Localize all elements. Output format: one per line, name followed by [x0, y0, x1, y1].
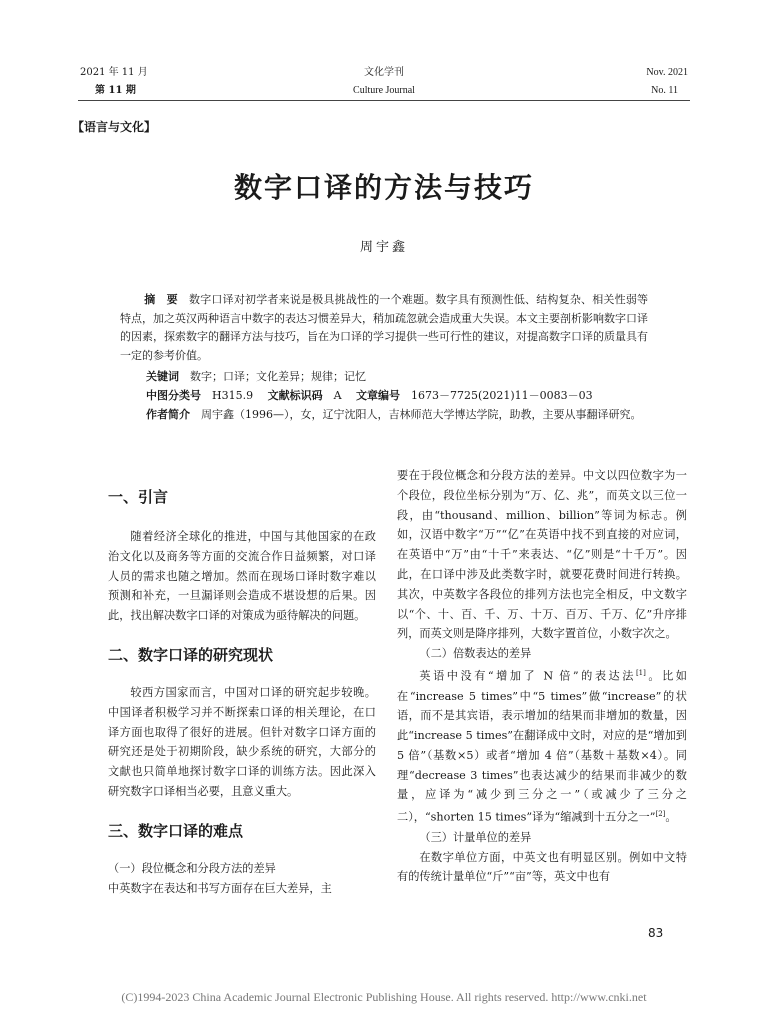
clc-label: 中图分类号: [146, 389, 201, 402]
copyright-footer: (C)1994-2023 China Academic Journal Electronic Publishing House. All rights reserved. http://www.cnki.net: [121, 990, 647, 1004]
citation-1: [1]: [635, 668, 646, 677]
header-date-cn: 2021 年 11 月: [80, 67, 148, 78]
author-bio-text: 周宇鑫（1996—），女，辽宁沈阳人，吉林师范大学博达学院，助教，主要从事翻译研究。: [201, 408, 642, 421]
subsection-2-text-b: 。比如在“increase 5 times”中“5 times”做“increase”的状语，而不是其宾语，表示增加的结果而非增加的数量，因此“increase 5 times”在翻译成中文时，对应的是“增加到 5 倍”（基数×5）或者“增加 4 倍”（基数＋基数×4）。同理“decrease 3 times”也表达减少的结果而非减少的数量，应译为“减少到三分之一”（或减少了三分之二），“shorten 15 times”译为“缩减到十五分之一”: [397, 669, 687, 825]
section-2-paragraph: 较西方国家而言，中国对口译的研究起步较晚。中国译者积极学习并不断探索口译的相关理论，在口译方面也取得了很好的进展。但针对数字口译方面的研究还是处于初期阶段，缺少系统的研究，大部分的文献也只简单地探讨数字口译的训练方法。因此深入研究数字口译相当必要，且意义重大。: [108, 685, 376, 798]
header-rule: [78, 100, 690, 101]
subsection-2-text-a: 英语中没有“增加了 N 倍”的表达法: [419, 669, 636, 683]
article-no-value: 1673－7725(2021)11－0083－03: [411, 389, 593, 402]
author-bio-label: 作者简介: [146, 408, 190, 421]
right-column: [397, 466, 687, 887]
header-journal-en: Culture Journal: [353, 85, 415, 96]
abstract-text: 数字口译对初学者来说是极具挑战性的一个难题。数字具有预测性低、结构复杂、相关性弱等特点，加之英汉两种语言中数字的表达习惯差异大，稍加疏忽就会造成重大失误。本文主要剖析影响数字口译的因素，探索数字的翻译方法与技巧，旨在为口译的学习提供一些可行性的建议，对提高数字口译的质量具有一定的参考价值。: [120, 293, 649, 362]
subsection-2-paragraph: [397, 664, 687, 828]
left-column: [108, 470, 376, 898]
clc-value: H315.9: [212, 389, 254, 402]
section-1-paragraph: 随着经济全球化的推进，中国与其他国家的在政治文化以及商务等方面的交流合作日益频繁，对口译人员的需求也随之增加。然而在现场口译时数字难以预测和补充，一旦漏译则会造成不堪设想的后果。因此，找出解决数字口译的对策成为亟待解决的问题。: [108, 530, 376, 623]
paper-author: 周宇鑫: [359, 240, 408, 255]
header-journal-cn: 文化学刊: [364, 67, 404, 78]
abstract: [120, 291, 648, 365]
section-3-heading: 三、数字口译的难点: [108, 821, 244, 840]
doc-code-value: A: [333, 389, 342, 402]
subsection-3-heading: （三）计量单位的差异: [419, 830, 532, 844]
keywords-text: 数字；口译；文化差异；规律；记忆: [190, 370, 366, 383]
section-tag: 【语言与文化】: [72, 120, 157, 134]
subsection-1-continued: 要在于段位概念和分段方法的差异。中文以四位数字为一个段位，段位坐标分别为“万、亿、兆”，而英文以三位一段，由“thousand、million、billion”等词为标志。例如，汉语中数字“万”“亿”在英语中找不到直接的对应词，在英语中“万”由“十千”来表达、“亿”则是“十千万”。因此，在口译中涉及此类数字时，就要花费时间进行转换。其次，中英数字各段位的排列方法也完全相反，中文数字以“个、十、百、千、万、十万、百万、千万、亿”升序排列，而英文则是降序排列，大数字置首位，小数字次之。: [397, 469, 687, 641]
doc-code-label: 文献标识码: [267, 389, 323, 402]
article-no-label: 文章编号: [356, 389, 401, 402]
subsection-2-heading: （二）倍数表达的差异: [419, 647, 532, 661]
section-2-heading: 二、数字口译的研究现状: [108, 645, 274, 664]
keywords-label: 关键词: [146, 370, 179, 383]
subsection-1-paragraph: 中英数字在表达和书写方面存在巨大差异，主: [108, 881, 332, 895]
section-1-heading: 一、引言: [108, 488, 169, 506]
header-date-en: Nov. 2021: [646, 67, 688, 78]
paper-title: 数字口译的方法与技巧: [233, 171, 534, 204]
subsection-1-heading: （一）段位概念和分段方法的差异: [108, 861, 276, 875]
header-issue-en: No. 11: [651, 85, 678, 96]
subsection-2-text-end: 。: [665, 811, 677, 825]
author-bio: [120, 406, 648, 425]
subsection-3-paragraph: 在数字单位方面，中英文也有明显区别。例如中文特有的传统计量单位“斤”“亩”等，英文中也有: [397, 850, 687, 884]
page-number: 83: [648, 926, 664, 940]
keywords: [146, 368, 366, 387]
abstract-label: 摘 要: [144, 293, 178, 306]
citation-2: [2]: [655, 810, 666, 819]
classification: [146, 387, 593, 406]
header-issue-cn: 第 11 期: [95, 85, 136, 96]
